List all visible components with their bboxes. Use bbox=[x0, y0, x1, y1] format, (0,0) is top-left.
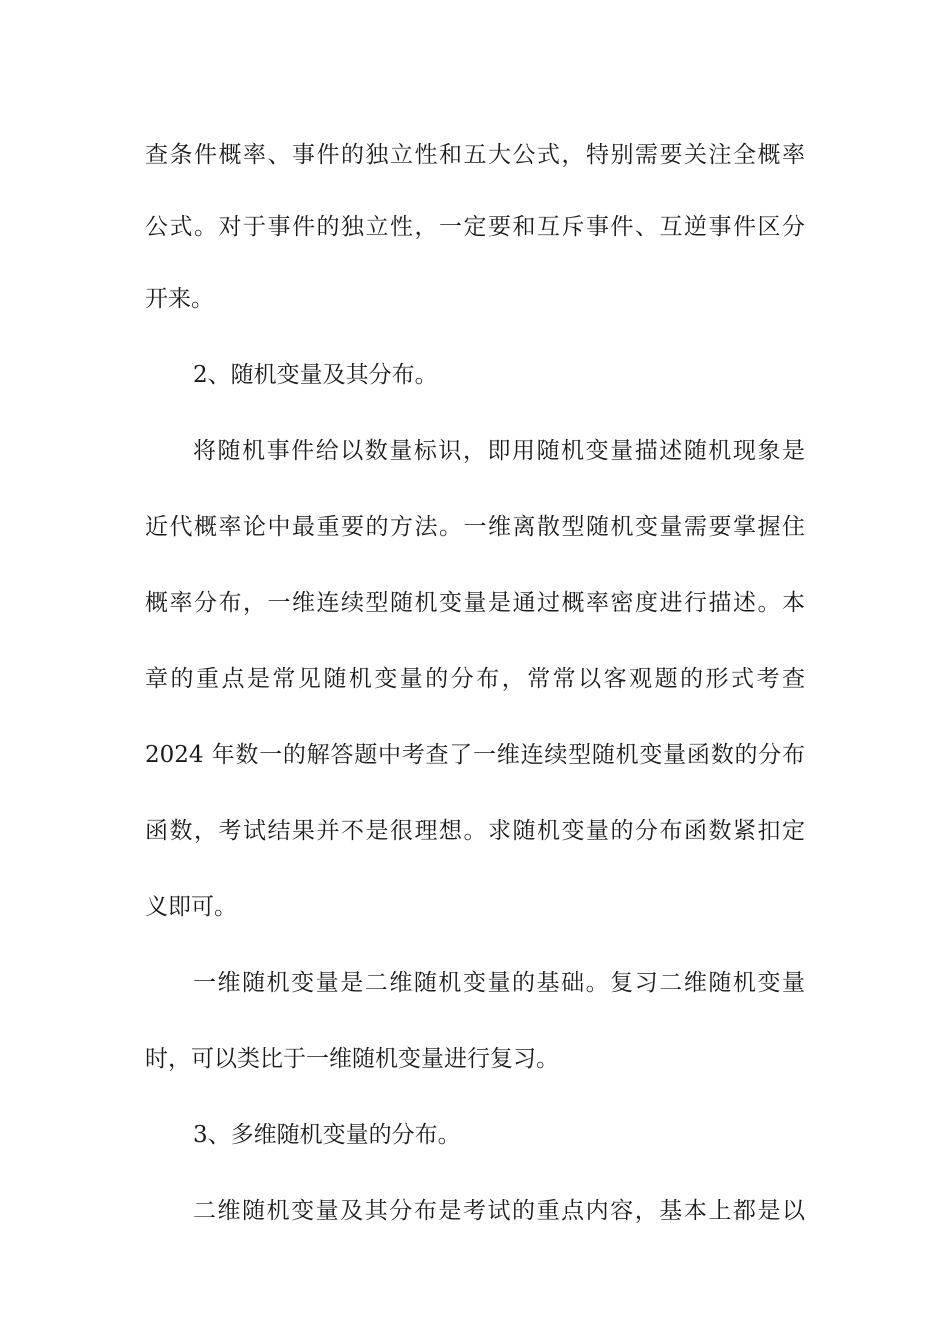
paragraph-line: 将随机事件给以数量标识，即用随机变量描述随机现象是 bbox=[193, 438, 805, 464]
paragraph-line: 一维随机变量是二维随机变量的基础。复习二维随机变量 bbox=[193, 970, 805, 996]
paragraph-line: 公式。对于事件的独立性，一定要和互斥事件、互逆事件区分 bbox=[145, 214, 805, 240]
paragraph-line: 时，可以类比于一维随机变量进行复习。 bbox=[145, 1046, 559, 1072]
paragraph-line: 近代概率论中最重要的方法。一维离散型随机变量需要掌握住 bbox=[145, 514, 805, 540]
paragraph-line: 二维随机变量及其分布是考试的重点内容，基本上都是以 bbox=[193, 1198, 805, 1224]
section-heading: 2、随机变量及其分布。 bbox=[193, 362, 438, 388]
paragraph-line: 查条件概率、事件的独立性和五大公式，特别需要关注全概率 bbox=[145, 142, 805, 168]
paragraph-line: 义即可。 bbox=[145, 894, 237, 920]
paragraph-line: 概率分布，一维连续型随机变量是通过概率密度进行描述。本 bbox=[145, 590, 805, 616]
paragraph-line: 章的重点是常见随机变量的分布，常常以客观题的形式考查 bbox=[145, 666, 805, 692]
paragraph-line: 开来。 bbox=[145, 286, 214, 312]
section-heading: 3、多维随机变量的分布。 bbox=[193, 1122, 461, 1148]
paragraph-line: 2024 年数一的解答题中考查了一维连续型随机变量函数的分布 bbox=[145, 742, 805, 768]
paragraph-line: 函数，考试结果并不是很理想。求随机变量的分布函数紧扣定 bbox=[145, 818, 805, 844]
